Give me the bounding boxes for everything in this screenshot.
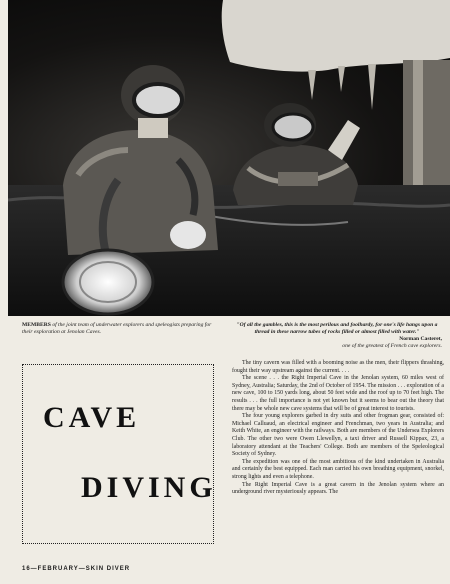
quote-author: Norman Casteret, (399, 336, 442, 342)
body-paragraph: The expedition was one of the most ambitious of the kind undertaken in Australia and certainly the best equipped. Each man carried his own breathing equipment, snorkel, strong lights and even a telephone. (232, 458, 444, 480)
body-paragraph: The four young explorers garbed in dry suits and other frogman gear, consisted of: Michael Calluaud, an electrical engineer and Frenchman, two years in Australia; and Keith White, an engineer with the railways. Both are members of the Undersea Explorers Club. The other two were Owen Llewellyn, a taxi driver and Russell Kippax, 23, a laboratory attendant at the Teachers' College. Both are members of the Speleological Society of Sydney. (232, 413, 444, 458)
caption-text: of the joint team of underwater explorers and speleogists preparing for their exploration at Jenolan Caves. (22, 322, 212, 335)
body-paragraph: The Right Imperial Cave is a great cavern in the Jenolan system where an underground river mysteriously appears. The (232, 481, 444, 496)
body-paragraph: The tiny cavern was filled with a booming noise as the men, their flippers thrashing, fought their way upstream against the current. . . . (232, 360, 444, 374)
photo-illustration (8, 0, 450, 316)
page-footer: 16—FEBRUARY—SKIN DIVER (22, 566, 131, 572)
caption-lead: MEMBERS (22, 322, 51, 328)
epigraph-quote (232, 322, 442, 350)
quote-text: "Of all the gambles, this is the most perilous and foolhardy, for one's life hangs upon a thread in these narrow tubes of rocks filled or almost filled with water." (236, 322, 438, 335)
cave-divers-photo (8, 0, 450, 316)
title-word-diving: DIVING (81, 471, 217, 504)
body-paragraph: The scene . . . the Right Imperial Cave in the Jenolan system, 60 miles west of Sydney, Australia; Saturday, the 2nd of October of 1954. The mission . . . exploration of a new cave, 100 to 150 yards long, about 50 feet wide and the roof up to 70 feet high. The results . . . the full importance is not yet known but it seems to bear out the theory that there may be whole new cave systems that will be of great interest to tourists. (232, 375, 444, 412)
title-word-cave: CAVE (43, 401, 141, 434)
photo-caption (22, 322, 222, 336)
title-box (22, 364, 217, 544)
quote-author-role: one of the greatest of French cave explorers. (342, 343, 442, 349)
article-body (232, 360, 444, 497)
